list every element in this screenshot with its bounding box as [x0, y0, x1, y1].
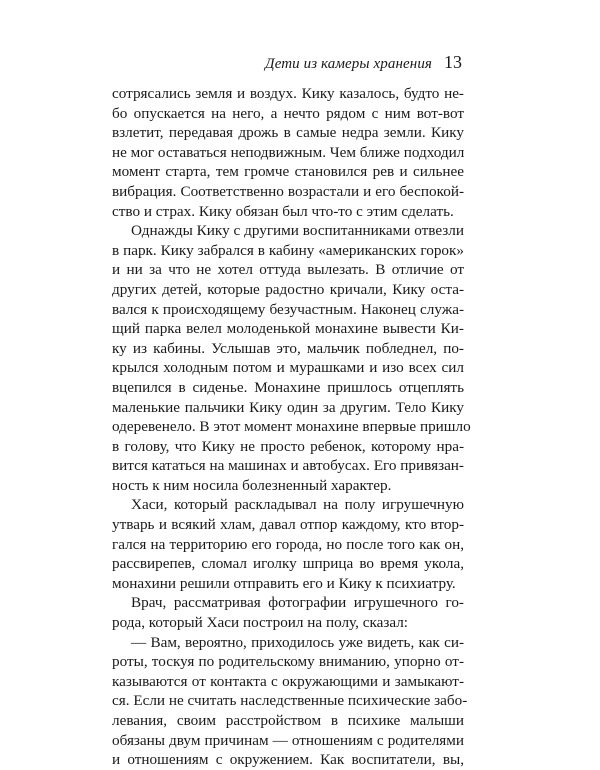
text-line: монахини решили отправить его и Кику к психиатру. — [112, 574, 456, 592]
text-line: и отношениям с окружением. Как воспитатели, вы, — [112, 751, 464, 769]
running-header — [265, 52, 462, 73]
text-line: одеревенело. В этот момент монахине впервые пришло — [112, 418, 471, 436]
text-line: взлетит, передавая дрожь в самые недра земли. Кику — [112, 124, 464, 142]
text-line: и ни за что не хотел оттуда вылезать. В отличие от — [112, 261, 464, 279]
text-line: маленькие пальчики Кику один за другим. Тело Кику — [112, 398, 464, 416]
text-line: гался на территорию его города, но после того как он, — [112, 535, 464, 553]
body-text — [112, 84, 471, 770]
text-line: роты, тоскуя по родительскому вниманию, упорно от- — [112, 653, 464, 671]
text-line: Однажды Кику с другими воспитанниками отвезли — [131, 222, 464, 240]
text-line: не мог оставаться неподвижным. Чем ближе подходил — [112, 143, 465, 161]
text-line: обязаны двум причинам — отношениям с родителями — [112, 731, 464, 749]
text-line: вцепился в сиденье. Монахине пришлось отцеплять — [112, 378, 464, 396]
text-line: вался к происходящему безучастным. Наконец служа- — [112, 300, 464, 318]
running-title: Дети из камеры хранения — [265, 56, 432, 72]
text-line: крылся холодным потом и мурашками и изо всех сил — [112, 359, 464, 377]
text-line: в голову, что Кику не просто ребенок, которому нра- — [112, 437, 464, 455]
text-line: бо опускается на него, а нечто рядом с ним вот-вот — [112, 104, 464, 122]
text-line: Врач, рассматривая фотографии игрушечного го- — [131, 594, 464, 612]
text-line: ство и страх. Кику обязан был что-то с этим сделать. — [112, 202, 454, 220]
text-line: казываются от контакта с окружающими и замыкают- — [112, 672, 464, 690]
text-line: Хаси, который раскладывал на полу игрушечную — [131, 496, 464, 514]
text-line: сотрясались земля и воздух. Кику казалось, будто не- — [112, 85, 464, 102]
text-line: рода, который Хаси построил на полу, сказал: — [112, 614, 409, 632]
text-line: вится кататься на машинах и автобусах. Его привязан- — [112, 457, 464, 475]
text-line: в парк. Кику забрался в кабину «американских горок» — [112, 241, 464, 259]
text-line: ность к ним носила болезненный характер. — [112, 476, 392, 494]
text-line: вибрация. Соответственно возрастали и его беспокой- — [112, 182, 464, 200]
text-line: утварь и всякий хлам, давал отпор каждому, кто втор- — [112, 516, 464, 534]
text-line: ку из кабины. Услышав это, мальчик побледнел, по- — [112, 339, 464, 357]
text-line: рассвирепев, сломал иголку шприца во время укола, — [112, 555, 464, 573]
text-line: ся. Если не считать наследственные психические забо- — [112, 692, 468, 710]
text-line: момент старта, тем громче становился рев и сильнее — [112, 163, 464, 181]
text-line: щий парка велел молоденькой монахине вывести Ки- — [112, 320, 464, 338]
text-line: других детей, которые радостно кричали, Кику оста- — [112, 280, 464, 298]
text-line: левания, своим расстройством в психике малыши — [112, 712, 464, 729]
page-number: 13 — [444, 52, 462, 72]
text-line: — Вам, вероятно, приходилось уже видеть, как си- — [131, 633, 464, 651]
